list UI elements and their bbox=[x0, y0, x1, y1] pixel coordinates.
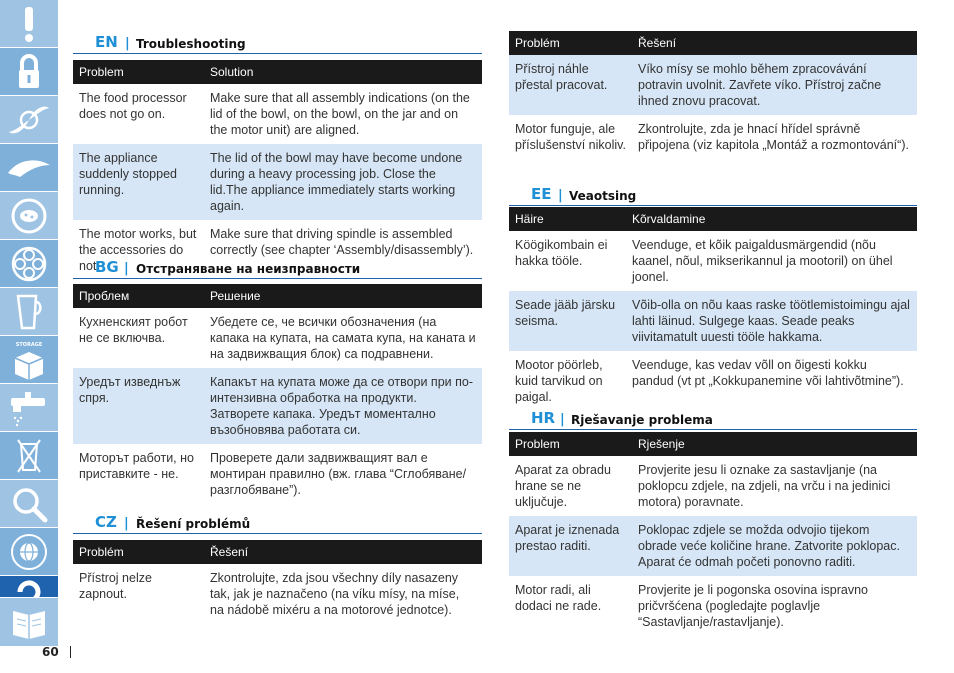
sidebar-tab-worldwide[interactable] bbox=[0, 528, 58, 576]
table-row bbox=[509, 516, 917, 576]
section-cz-title: Řešení problémů bbox=[136, 517, 251, 531]
recycle-bin-icon bbox=[14, 436, 44, 476]
column-header-solution: Rješenje bbox=[632, 432, 917, 456]
table-row bbox=[73, 368, 482, 444]
solution-cell: Provjerite je li pogonska osovina ispravno pričvršćena (pogledajte poglavlje “Sastavljanje/rastavljanje). bbox=[632, 576, 917, 636]
world-wide-guarantee-icon bbox=[9, 532, 49, 572]
section-hr-header bbox=[509, 408, 917, 430]
section-cz-continued bbox=[509, 31, 917, 159]
solution-cell: Make sure that all assembly indications (on the lid of the bowl, on the bowl, on the jar and on the motor unit) are aligned. bbox=[204, 84, 482, 144]
problem-cell: Уредът изведнъж спря. bbox=[73, 368, 204, 444]
book-icon bbox=[9, 605, 49, 639]
table-row bbox=[509, 351, 917, 411]
section-ee-code: EE bbox=[531, 185, 552, 203]
problem-cell: Seade jääb järsku seisma. bbox=[509, 291, 626, 351]
column-header-problem: Häire bbox=[509, 207, 626, 231]
tap-icon bbox=[7, 388, 51, 428]
sidebar-tab-cleaning[interactable] bbox=[0, 384, 58, 432]
section-cz-separator: | bbox=[124, 516, 129, 531]
juicer-icon bbox=[9, 196, 49, 236]
fan-blade-icon bbox=[9, 244, 49, 284]
sidebar-tab-warning[interactable] bbox=[0, 0, 58, 48]
table-row bbox=[509, 115, 917, 159]
blade-icon bbox=[7, 100, 51, 140]
section-en-header bbox=[73, 32, 482, 54]
whisk-icon bbox=[6, 153, 52, 183]
problem-cell: Моторът работи, но приставките - не. bbox=[73, 444, 204, 504]
storage-box-icon bbox=[7, 338, 51, 382]
section-ee-separator: | bbox=[558, 188, 563, 203]
problem-cell: Přístroj náhle přestal pracovat. bbox=[509, 55, 632, 115]
section-cz-header bbox=[73, 512, 482, 534]
section-hr-title: Rješavanje problema bbox=[571, 413, 713, 427]
section-ee-header bbox=[509, 184, 917, 206]
page-number: 60 bbox=[42, 645, 59, 659]
section-bg-header bbox=[73, 257, 482, 279]
sidebar bbox=[0, 0, 58, 645]
section-cz-continued-table bbox=[509, 31, 917, 159]
lock-icon bbox=[14, 52, 44, 92]
solution-cell: Veenduge, kas vedav võll on õigesti kokku pandud (vt pt „Kokkupanemine või lahtivõtmine”). bbox=[626, 351, 917, 411]
sidebar-tab-guarantee[interactable] bbox=[0, 480, 58, 528]
solution-cell: Võib-olla on nõu kaas raske töötlemistoimingu ajal lahti läinud. Sulgege kaas. Seade peaks viivitamatult uuesti tööle hakkama. bbox=[626, 291, 917, 351]
column-header-solution: Kõrvaldamine bbox=[626, 207, 917, 231]
sidebar-tab-manual[interactable] bbox=[0, 597, 58, 646]
sidebar-tab-whisk[interactable] bbox=[0, 144, 58, 192]
section-en-separator: | bbox=[125, 36, 130, 51]
solution-cell: Provjerite jesu li oznake za sastavljanje (na poklopcu zdjele, na zdjeli, na vrču i na jedinici motora) poravnate. bbox=[632, 456, 917, 516]
section-ee-title: Veaotsing bbox=[569, 189, 637, 203]
page-number-divider bbox=[70, 646, 71, 658]
solution-cell: Убедете се, че всички обозначения (на капака на купата, на самата купа, на каната и на задвижващия блок) са подравнени. bbox=[204, 308, 482, 368]
section-cz-code: CZ bbox=[95, 513, 117, 531]
warning-icon bbox=[14, 4, 44, 44]
problem-cell: The appliance suddenly stopped running. bbox=[73, 144, 204, 220]
solution-cell: Капакът на купата може да се отвори при по-интензивна обработка на продукти. Затворете капака. Уредът моментално възобновява работата си. bbox=[204, 368, 482, 444]
sidebar-tab-storage[interactable] bbox=[0, 336, 58, 384]
svg-text:STORAGE: STORAGE bbox=[15, 341, 43, 348]
table-row bbox=[73, 444, 482, 504]
section-hr bbox=[509, 408, 917, 636]
section-cz-table bbox=[73, 540, 482, 624]
table-row bbox=[509, 55, 917, 115]
column-header-problem: Проблем bbox=[73, 284, 204, 308]
solution-cell: Zkontrolujte, zda je hnací hřídel správně připojena (viz kapitola „Montáž a rozmontování“). bbox=[632, 115, 917, 159]
table-row bbox=[73, 144, 482, 220]
column-header-solution: Řešení bbox=[204, 540, 482, 564]
section-en-code: EN bbox=[95, 33, 118, 51]
section-bg-title: Отстраняване на неизправности bbox=[136, 262, 361, 276]
solution-cell: Zkontrolujte, zda jsou všechny díly nasazeny tak, jak je naznačeno (na víku mísy, na míse, na nádobě mixéru a na motorové jednotce). bbox=[204, 564, 482, 624]
solution-cell: Проверете дали задвижващият вал е монтиран правилно (вж. глава “Сглобяване/разглобяване”). bbox=[204, 444, 482, 504]
table-row bbox=[509, 576, 917, 636]
sidebar-tab-safety[interactable] bbox=[0, 48, 58, 96]
jug-icon bbox=[14, 292, 44, 332]
column-header-problem: Problém bbox=[509, 31, 632, 55]
problem-cell: Aparat za obradu hrane se ne uključuje. bbox=[509, 456, 632, 516]
table-row bbox=[73, 84, 482, 144]
problem-cell: The motor works, but the accessories do not. bbox=[73, 220, 204, 280]
problem-cell: Aparat je iznenada prestao raditi. bbox=[509, 516, 632, 576]
sidebar-tab-blade[interactable] bbox=[0, 96, 58, 144]
column-header-problem: Problem bbox=[73, 60, 204, 84]
section-ee bbox=[509, 184, 917, 411]
section-bg-code: BG bbox=[95, 258, 119, 276]
section-hr-separator: | bbox=[560, 412, 565, 427]
table-row bbox=[73, 564, 482, 624]
table-row bbox=[509, 291, 917, 351]
problem-cell: Кухненският робот не се включва. bbox=[73, 308, 204, 368]
solution-cell: The lid of the bowl may have become undone during a heavy processing job. Close the lid.The appliance immediately starts working again. bbox=[204, 144, 482, 220]
sidebar-tab-environment[interactable] bbox=[0, 432, 58, 480]
column-header-problem: Problém bbox=[73, 540, 204, 564]
problem-cell: Přístroj nelze zapnout. bbox=[73, 564, 204, 624]
table-row bbox=[509, 231, 917, 291]
solution-cell: Poklopac zdjele se možda odvojio tijekom obrade veće količine hrane. Zatvorite poklopac. Aparat će odmah početi ponovno raditi. bbox=[632, 516, 917, 576]
problem-cell: Mootor pöörleb, kuid tarvikud on paigal. bbox=[509, 351, 626, 411]
section-hr-code: HR bbox=[531, 409, 556, 427]
section-en-table bbox=[73, 60, 482, 280]
section-en bbox=[73, 32, 482, 280]
problem-cell: Motor radi, ali dodaci ne rade. bbox=[509, 576, 632, 636]
problem-cell: Köögikombain ei hakka tööle. bbox=[509, 231, 626, 291]
problem-cell: Motor funguje, ale příslušenství nikoliv. bbox=[509, 115, 632, 159]
column-header-problem: Problem bbox=[509, 432, 632, 456]
section-ee-table bbox=[509, 207, 917, 411]
sidebar-tab-jug[interactable] bbox=[0, 288, 58, 336]
column-header-solution: Solution bbox=[204, 60, 482, 84]
section-en-title: Troubleshooting bbox=[136, 37, 246, 51]
section-bg-separator: | bbox=[124, 261, 129, 276]
sidebar-tab-fan[interactable] bbox=[0, 240, 58, 288]
solution-cell: Víko mísy se mohlo během zpracovávání potravin uvolnit. Zavřete víko. Přístroj začne ihned znovu pracovat. bbox=[632, 55, 917, 115]
table-row bbox=[73, 308, 482, 368]
magnifier-icon bbox=[9, 484, 49, 524]
solution-cell: Make sure that driving spindle is assembled correctly (see chapter ‘Assembly/disassembly’). bbox=[204, 220, 482, 280]
column-header-solution: Řešení bbox=[632, 31, 917, 55]
problem-cell: The food processor does not go on. bbox=[73, 84, 204, 144]
section-bg-table bbox=[73, 284, 482, 504]
sidebar-tab-juicer[interactable] bbox=[0, 192, 58, 240]
table-row bbox=[509, 456, 917, 516]
section-cz bbox=[73, 512, 482, 624]
section-bg bbox=[73, 257, 482, 504]
section-hr-table bbox=[509, 432, 917, 636]
column-header-solution: Решение bbox=[204, 284, 482, 308]
solution-cell: Veenduge, et kõik paigaldusmärgendid (nõu kaanel, nõul, mikserikannul ja mootoril) on ühel joonel. bbox=[626, 231, 917, 291]
